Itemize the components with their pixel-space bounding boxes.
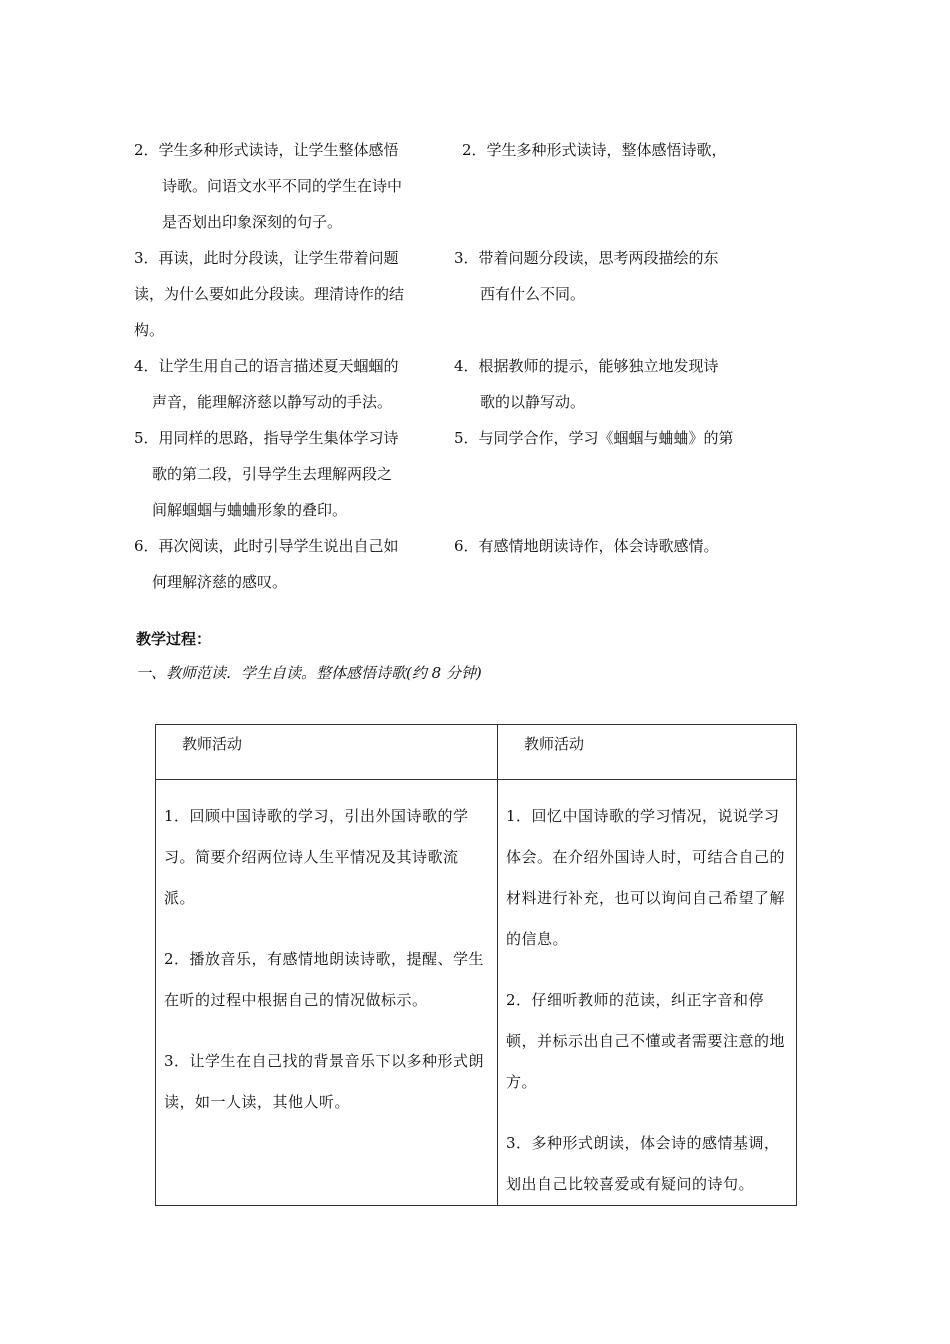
table-header-row bbox=[156, 725, 797, 780]
text-line: 4．让学生用自己的语言描述夏天蝈蝈的 bbox=[134, 357, 399, 375]
left-item-6 bbox=[134, 528, 444, 600]
text-line: 6．有感情地朗读诗作，体会诗歌感情。 bbox=[454, 537, 719, 555]
right-item-6 bbox=[454, 528, 784, 564]
spacer bbox=[454, 168, 784, 240]
table-row bbox=[156, 780, 797, 1206]
text-line: 何理解济慈的感叹。 bbox=[152, 573, 288, 591]
table-cell-left bbox=[156, 780, 498, 1206]
text-line: 歌的第二段，引导学生去理解两段之 bbox=[152, 465, 393, 483]
text-line: 6．再次阅读，此时引导学生说出自己如 bbox=[134, 537, 399, 555]
text-line: 5．用同样的思路，指导学生集体学习诗 bbox=[134, 429, 399, 447]
text-line: 3．带着问题分段读，思考两段描绘的东 bbox=[454, 249, 719, 267]
text-line: 间解蝈蝈与蛐蛐形象的叠印。 bbox=[152, 501, 348, 519]
left-item-2 bbox=[134, 132, 444, 240]
text-line: 歌的以静写动。 bbox=[480, 393, 586, 411]
left-item-5 bbox=[134, 420, 444, 528]
paragraph: 3．让学生在自己找的背景音乐下以多种形式朗读，如一人读，其他人听。 bbox=[164, 1052, 485, 1111]
header-cell-left: 教师活动 bbox=[156, 725, 498, 780]
paragraph: 2．仔细听教师的范读，纠正字音和停顿，并标示出自己不懂或者需要注意的地方。 bbox=[506, 991, 786, 1091]
paragraph: 1．回忆中国诗歌的学习情况，说说学习体会。在介绍外国诗人时，可结合自己的材料进行补充，也可以询问自己希望了解的信息。 bbox=[506, 807, 786, 948]
left-item-4 bbox=[134, 348, 444, 420]
text-line: 西有什么不同。 bbox=[480, 285, 586, 303]
left-column bbox=[134, 132, 444, 600]
right-item-5 bbox=[454, 420, 784, 456]
text-line: 2．学生多种形式读诗，让学生整体感悟 bbox=[134, 141, 399, 159]
header-cell-right: 教师活动 bbox=[498, 725, 797, 780]
left-item-3 bbox=[134, 240, 444, 348]
spacer bbox=[454, 312, 784, 348]
text-line: 5．与同学合作，学习《蝈蝈与蛐蛐》的第 bbox=[454, 429, 734, 447]
right-item-4 bbox=[454, 348, 784, 420]
text-line: 诗歌。问语文水平不同的学生在诗中 bbox=[162, 177, 403, 195]
right-item-2 bbox=[454, 132, 784, 168]
text-line: 读，为什么要如此分段读。理清诗作的结 bbox=[134, 285, 405, 303]
paragraph: 3．多种形式朗读，体会诗的感情基调，划出自己比较喜爱或有疑问的诗句。 bbox=[506, 1134, 780, 1193]
spacer bbox=[454, 456, 784, 528]
section-title: 教学过程： bbox=[136, 630, 212, 648]
section-subtitle: 一、教师范读．学生自读。整体感悟诗歌(约 8 分钟) bbox=[136, 664, 482, 682]
right-column bbox=[454, 132, 784, 564]
text-line: 2．学生多种形式读诗，整体感悟诗歌， bbox=[462, 141, 727, 159]
text-line: 构。 bbox=[134, 321, 165, 339]
text-line: 是否划出印象深刻的句子。 bbox=[162, 213, 343, 231]
paragraph: 2．播放音乐，有感情地朗读诗歌，提醒、学生在听的过程中根据自己的情况做标示。 bbox=[164, 950, 485, 1009]
text-line: 4．根据教师的提示，能够独立地发现诗 bbox=[454, 357, 719, 375]
text-line: 3．再读，此时分段读，让学生带着问题 bbox=[134, 249, 399, 267]
right-item-3 bbox=[454, 240, 784, 312]
text-line: 声音，能理解济慈以静写动的手法。 bbox=[152, 393, 393, 411]
paragraph: 1．回顾中国诗歌的学习，引出外国诗歌的学习。简要介绍两位诗人生平情况及其诗歌流派。 bbox=[164, 807, 469, 907]
table-cell-right bbox=[498, 780, 797, 1206]
activity-table bbox=[155, 724, 797, 1206]
